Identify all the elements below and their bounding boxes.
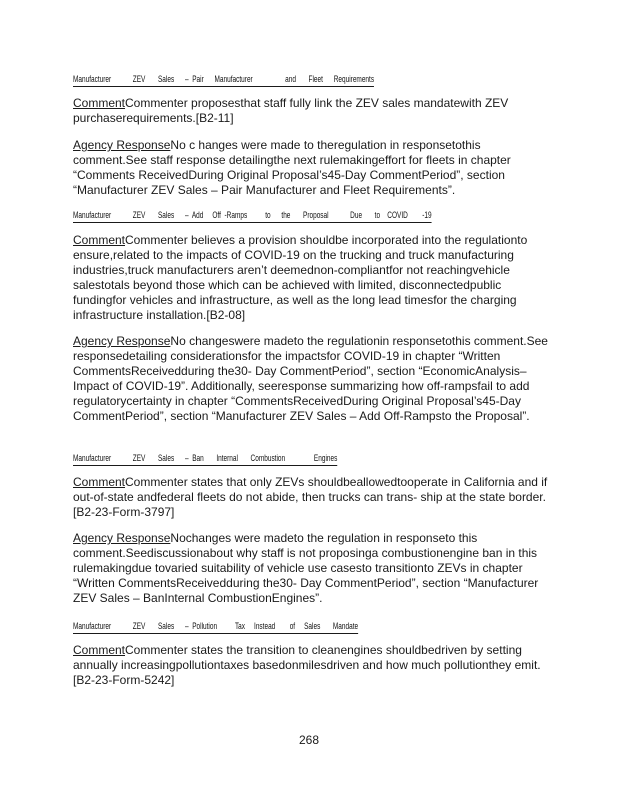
comment-text: Commenter states that only ZEVs shouldbeallowedtooperate in California and if out-of-state andfederal fleets do not abide, then trucks can trans- ship at the state border. [B2-23-Form-3797]: [73, 475, 548, 519]
agency-response-label: Agency Response: [73, 138, 171, 152]
comment-text: Commenter states the transition to cleanengines shouldbedriven by setting annually increasingpollutiontaxes basedonmilesdriven and how much pollutionthey emit. [B2-23-Form-5242]: [73, 643, 541, 687]
agency-response-text: No c hanges were made to theregulation in responsetothis comment.See staff response detailingthe next rulemakingeffort for fleets in chapter “Comments ReceivedDuring Original Proposal’s45-Day CommentPeriod”, section “Manufacturer ZEV Sales – Pair Manufacturer and Fleet Requirements”.: [73, 138, 511, 197]
agency-response-label: Agency Response: [73, 531, 171, 545]
comment-label: Comment: [73, 643, 126, 657]
agency-response-paragraph: [73, 531, 551, 606]
agency-response-paragraph: [73, 138, 551, 198]
comment-text: Commenter proposesthat staff fully link the ZEV sales mandatewith ZEV purchaserequirements.[B2-11]: [73, 96, 509, 125]
comment-paragraph: [73, 475, 551, 520]
comment-paragraph: [73, 233, 551, 323]
agency-response-paragraph: [73, 334, 551, 424]
page-number: 268: [298, 733, 320, 747]
comment-paragraph: [73, 643, 551, 688]
comment-label: Comment: [73, 233, 126, 247]
agency-response-text: Nochanges were madeto the regulation in responseto this comment.Seediscussionabout why staff is not proposinga combustionengine ban in this rulemakingdue tovaried suitability of vehicle use casesto transitionto ZEVs in chapter “Written CommentsReceivedduring the30- Day CommentPeriod”, section “Manufacturer ZEV Sales – BanInternal CombustionEngines”.: [73, 531, 539, 605]
agency-response-label: Agency Response: [73, 334, 171, 348]
section-heading-pollution-tax: Manufacturer ZEV Sales – Pollution Tax Instead of Sales Mandate: [73, 621, 358, 634]
section-heading-add-off-ramps-covid: Manufacturer ZEV Sales – Add Off -Ramps to the Proposal Due to COVID -19: [73, 210, 432, 223]
section-heading-ban-ice: Manufacturer ZEV Sales – Ban Internal Combustion Engines: [73, 453, 337, 466]
comment-label: Comment: [73, 475, 126, 489]
comment-label: Comment: [73, 96, 126, 110]
comment-paragraph: [73, 96, 551, 126]
section-heading-pair-manufacturer-fleet: Manufacturer ZEV Sales – Pair Manufacturer and Fleet Requirements: [73, 74, 374, 87]
agency-response-text: No changeswere madeto the regulationin responsetothis comment.See responsedetailing considerationsfor the impactsfor COVID-19 in chapter “Written CommentsReceivedduring the30- Day CommentPeriod”, section “EconomicAnalysis– Impact of COVID-19”. Additionally, seeresponse summarizing how off-rampsfail to add regulatorycertainty in chapter “CommentsReceivedDuring Original Proposal’s45-Day CommentPeriod”, section “Manufacturer ZEV Sales – Add Off-Rampsto the Proposal”.: [73, 334, 548, 423]
comment-text: Commenter believes a provision shouldbe incorporated into the regulationto ensure,related to the impacts of COVID-19 on the trucking and truck manufacturing industries,truck manufacturers aren’t deemednon-compliantfor not reachingvehicle salestotals beyond those which can be achieved with limited, disconnectedpublic fundingfor vehicles and infrastructure, as well as the long lead timesfor the charging infrastructure installation.[B2-08]: [73, 233, 528, 322]
